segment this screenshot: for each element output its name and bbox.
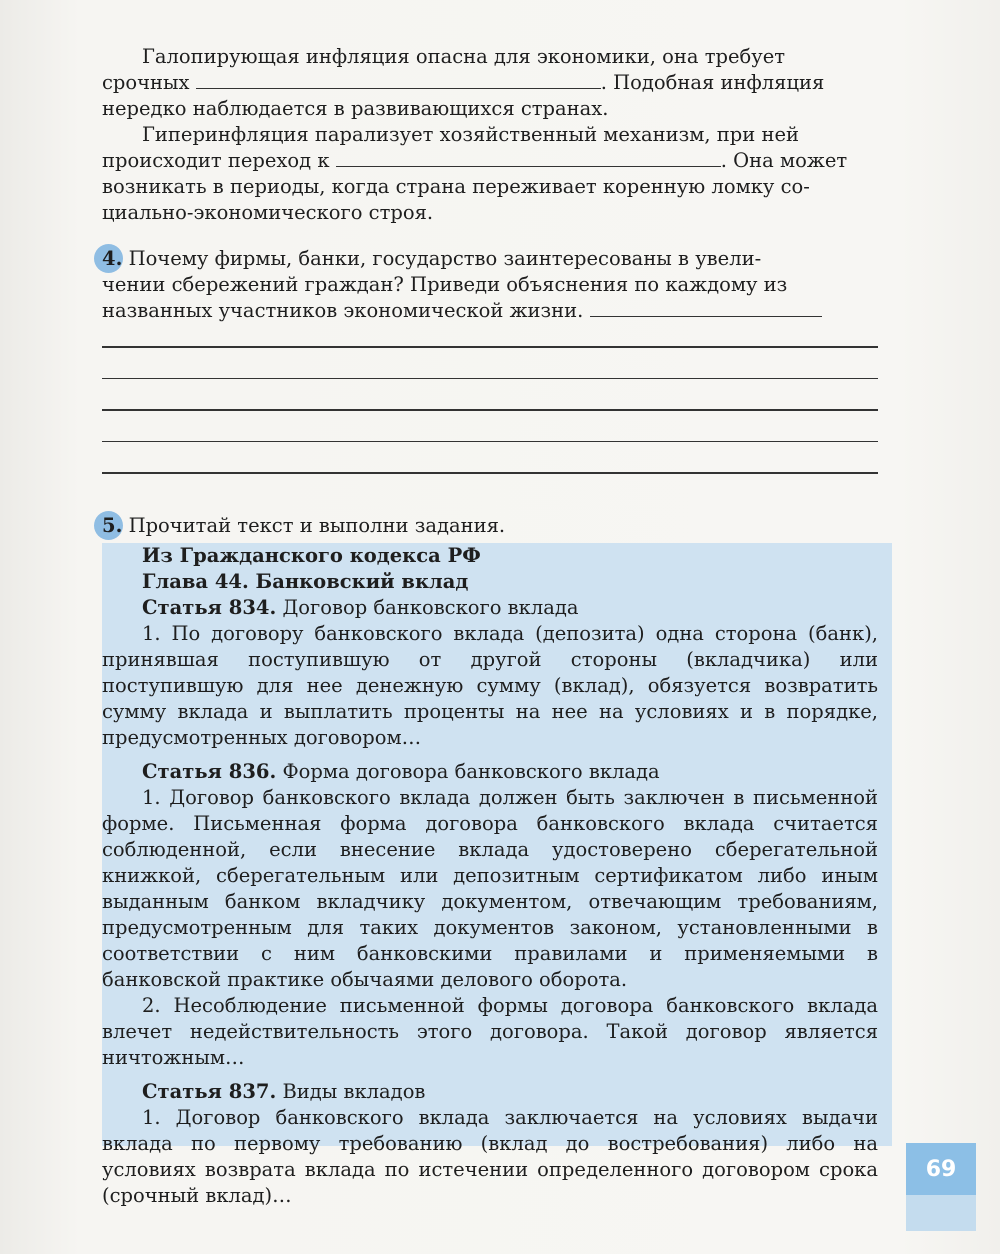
answer-line-3[interactable] xyxy=(102,409,878,411)
galloping-inflation-line-1: Галопирующая инфляция опасна для экономики, она требует xyxy=(142,45,786,68)
article-836-text-1: 1. Договор банковского вклада должен быть заключен в письменной форме. Письменная форма договора банковского вклада считается соблюденной, если внесение вклада удостоверено сберегательной книжкой, сберегательным или депозитным сертификатом либо иным выданным банком вкладчику документом, отвечающим требованиям, предусмотренным для таких документов законом, установленными в соответствии с ним банковскими правилами и применяемыми в банковской практике обычаями делового оборота. xyxy=(102,786,878,991)
answer-line-0[interactable] xyxy=(590,298,822,317)
fill-in-blank-1[interactable] xyxy=(196,70,601,89)
page-edge-strip xyxy=(906,1195,976,1231)
hyperinflation-line-2: происходит переход к . Она может xyxy=(102,149,848,172)
galloping-inflation-line-3: нередко наблюдается в развивающихся странах. xyxy=(102,97,609,120)
article-837-text: 1. Договор банковского вклада заключается на условиях выдачи вклада по первому требованию (вклад до востребования) либо на условиях возврата вклада по истечении определенного договором срока (срочный вклад)… xyxy=(102,1106,878,1207)
question-5-number: 5. xyxy=(102,514,123,537)
civil-code-excerpt xyxy=(102,543,878,1209)
article-834-heading: Статья 834. Договор банковского вклада xyxy=(142,596,579,619)
question-4-line-3: названных участников экономической жизни. xyxy=(102,298,878,324)
question-4-line-2: чении сбережений граждан? Приведи объяснения по каждому из xyxy=(102,273,788,296)
answer-lines xyxy=(102,346,878,474)
answer-line-4[interactable] xyxy=(102,441,878,443)
hyperinflation-line-3: возникать в периоды, когда страна переживает коренную ломку со- xyxy=(102,175,810,198)
source-heading: Из Гражданского кодекса РФ xyxy=(142,544,481,567)
article-834-text: 1. По договору банковского вклада (депозита) одна сторона (банк), принявшая поступившую от другой стороны (вкладчика) или поступившую для нее денежную сумму (вклад), обязуется возвратить сумму вклада и выплатить проценты на нее на условиях и в порядке, предусмотренных договором… xyxy=(102,622,878,749)
fill-in-blank-2[interactable] xyxy=(336,148,721,167)
question-4-number: 4. xyxy=(102,247,123,270)
article-836-text-2: 2. Несоблюдение письменной формы договора банковского вклада влечет недействительность этого договора. Такой договор является ничтожным… xyxy=(102,994,878,1069)
answer-line-5[interactable] xyxy=(102,472,878,474)
answer-line-2[interactable] xyxy=(102,378,878,380)
question-4-text: 4. Почему фирмы, банки, государство заинтересованы в увели- xyxy=(102,246,878,272)
answer-line-1[interactable] xyxy=(102,346,878,348)
inflation-paragraphs xyxy=(102,44,878,226)
question-5-text: 5. Прочитай текст и выполни задания. xyxy=(102,513,878,539)
page-number: 69 xyxy=(906,1143,976,1195)
hyperinflation-line-4: циально-экономического строя. xyxy=(102,201,434,224)
galloping-inflation-line-2: срочных . Подобная инфляция xyxy=(102,71,825,94)
article-836-heading: Статья 836. Форма договора банковского вклада xyxy=(142,760,660,783)
chapter-heading: Глава 44. Банковский вклад xyxy=(142,570,469,593)
question-4 xyxy=(102,246,878,474)
article-837-heading: Статья 837. Виды вкладов xyxy=(142,1080,426,1103)
hyperinflation-line-1: Гиперинфляция парализует хозяйственный механизм, при ней xyxy=(142,123,800,146)
question-5 xyxy=(102,513,878,539)
